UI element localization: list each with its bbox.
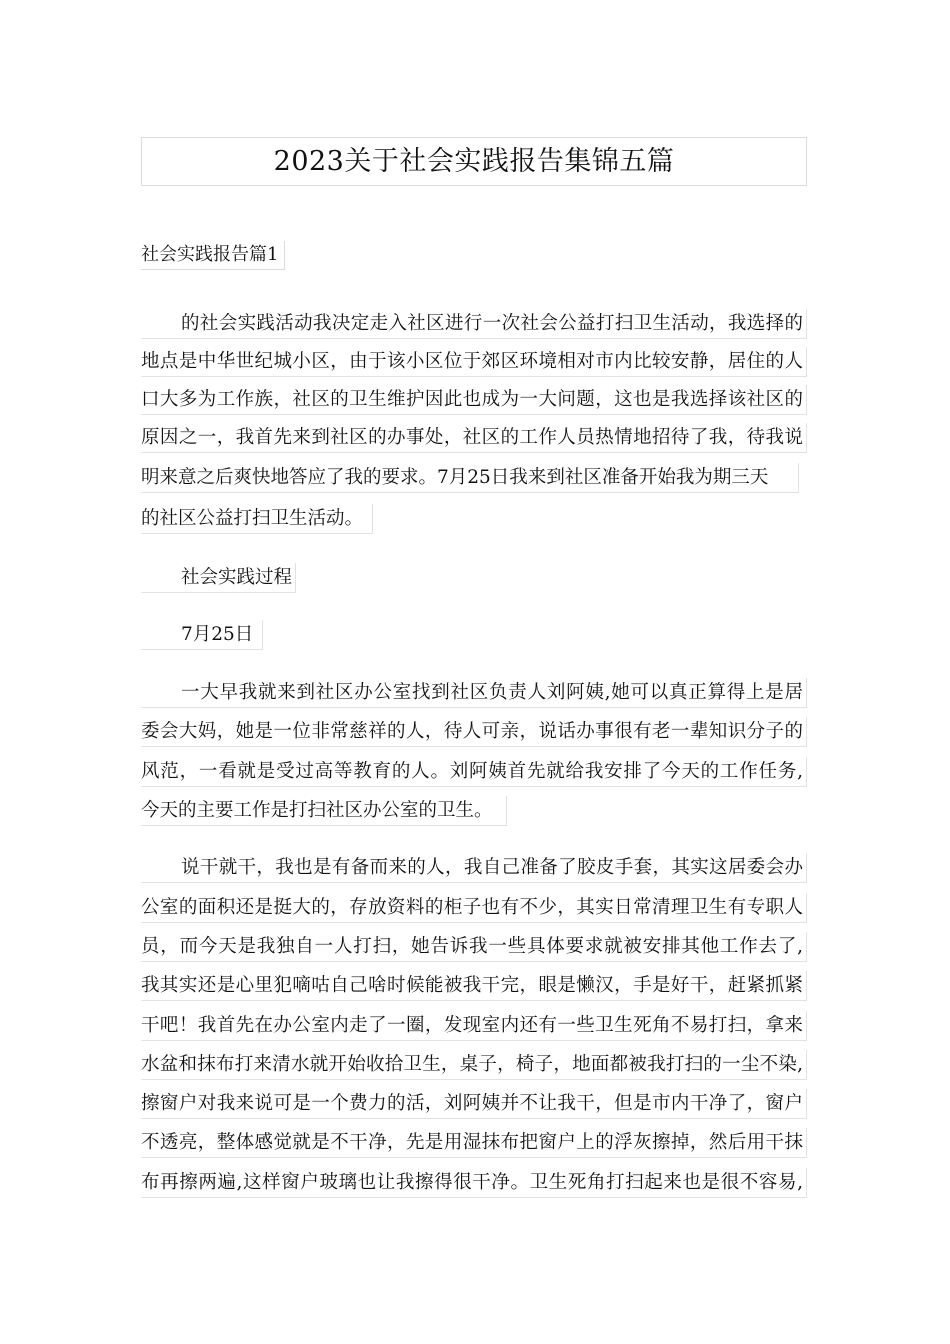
paragraph-line: 的社区公益打扫卫生活动。: [141, 504, 373, 534]
date-heading: 7月25日: [141, 620, 263, 650]
section-heading: 社会实践报告篇1: [141, 241, 285, 270]
paragraph-line: 擦窗户对我来说可是一个费力的活，刘阿姨并不让我干，但是市内干净了，窗户: [141, 1089, 807, 1119]
paragraph-line: 今天的主要工作是打扫社区办公室的卫生。: [141, 796, 507, 826]
paragraph-line: 一大早我就来到社区办公室找到社区负责人刘阿姨,她可以真正算得上是居: [141, 678, 807, 708]
paragraph-line: 员，而今天是我独自一人打扫，她告诉我一些具体要求就被安排其他工作去了,: [141, 932, 807, 962]
paragraph-line: 不透亮，整体感觉就是不干净，先是用湿抹布把窗户上的浮灰擦掉，然后用干抹: [141, 1128, 807, 1158]
paragraph-line: 风范，一看就是受过高等教育的人。刘阿姨首先就给我安排了今天的工作任务,: [141, 757, 807, 787]
paragraph-line: 的社会实践活动我决定走入社区进行一次社会公益打扫卫生活动，我选择的: [141, 309, 807, 339]
paragraph-line: 干吧！我首先在办公室内走了一圈，发现室内还有一些卫生死角不易打扫，拿来: [141, 1011, 807, 1041]
paragraph-line: 委会大妈，她是一位非常慈祥的人，待人可亲，说话办事很有老一辈知识分子的: [141, 717, 807, 747]
paragraph-line: 我其实还是心里犯嘀咕自己啥时候能被我干完，眼是懒汉，手是好干，赶紧抓紧: [141, 971, 807, 1001]
process-heading: 社会实践过程: [141, 563, 296, 593]
paragraph-line: 公室的面积还是挺大的，存放资料的柜子也有不少，其实日常清理卫生有专职人: [141, 893, 807, 923]
paragraph-line: 原因之一，我首先来到社区的办事处，社区的工作人员热情地招待了我，待我说: [141, 423, 807, 453]
paragraph-line: 水盆和抹布打来清水就开始收拾卫生，桌子，椅子，地面都被我打扫的一尘不染,: [141, 1050, 807, 1080]
paragraph-line: 地点是中华世纪城小区，由于该小区位于郊区环境相对市内比较安静，居住的人: [141, 347, 807, 377]
paragraph-line: 布再擦两遍,这样窗户玻璃也让我擦得很干净。卫生死角打扫起来也是很不容易,: [141, 1168, 807, 1198]
document-title: 2023关于社会实践报告集锦五篇: [141, 137, 807, 186]
paragraph-line: 说干就干，我也是有备而来的人，我自己准备了胶皮手套，其实这居委会办: [141, 853, 807, 883]
paragraph-line: 口大多为工作族，社区的卫生维护因此也成为一大问题，这也是我选择该社区的: [141, 385, 807, 415]
paragraph-line: 明来意之后爽快地答应了我的要求。7月25日我来到社区准备开始我为期三天: [141, 463, 799, 493]
